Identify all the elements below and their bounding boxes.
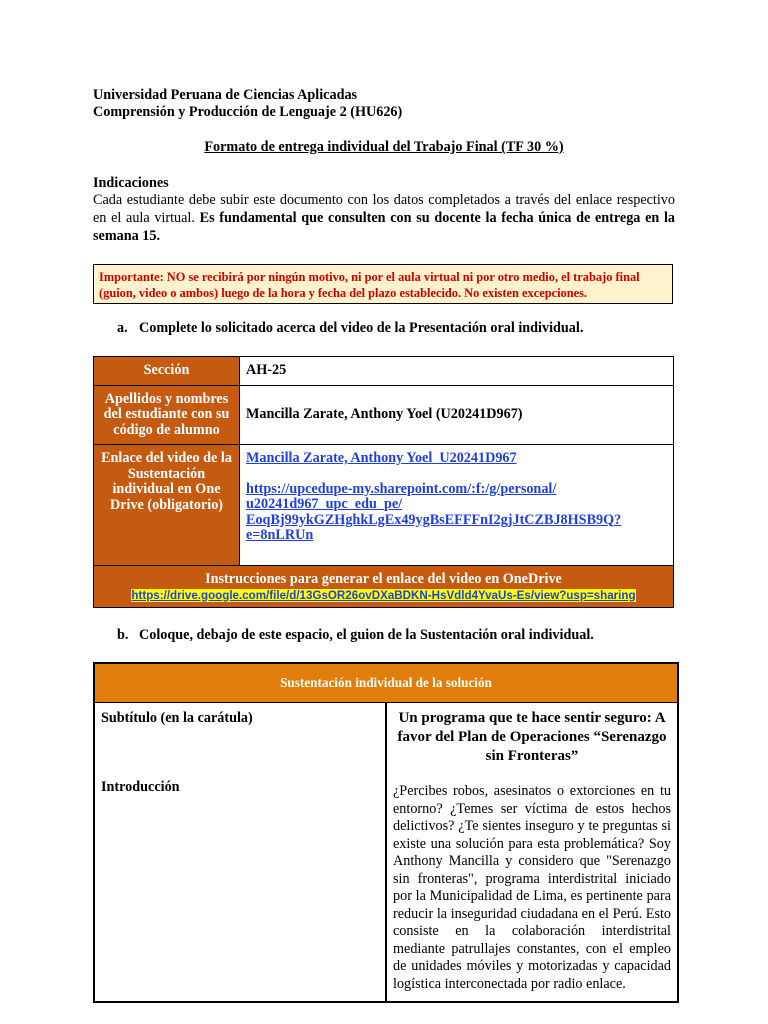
indications-line-2-normal: en el aula virtual. — [93, 210, 200, 226]
video-link-name[interactable]: Mancilla Zarate, Anthony Yoel_U20241D967 — [246, 450, 517, 466]
video-link-label: Enlace del video de la Sustentación individual en One Drive (obligatorio) — [94, 445, 240, 566]
student-label: Apellidos y nombres del estudiante con su código de alumno — [94, 386, 240, 445]
video-url-line-1[interactable]: https://upcedupe-my.sharepoint.com/:f:/g/personal/ — [246, 480, 557, 497]
indications-line-2-bold: Es fundamental que consulten con su docente la fecha única de entrega en la — [199, 210, 675, 226]
section-b-marker: b. — [117, 627, 129, 643]
indications-line-3: semana 15. — [93, 228, 160, 244]
table-row — [94, 566, 674, 608]
indications-line-2 — [93, 210, 675, 227]
table-row — [94, 357, 674, 386]
video-info-table — [93, 356, 674, 608]
section-a-text: Complete lo solicitado acerca del video de la Presentación oral individual. — [139, 320, 584, 336]
university-name: Universidad Peruana de Ciencias Aplicadas — [93, 87, 358, 103]
video-url-line-4[interactable]: e=8nLRUn — [246, 527, 314, 543]
section-value: AH-25 — [240, 357, 674, 386]
section-b-text: Coloque, debajo de este espacio, el guion de la Sustentación oral individual. — [139, 627, 594, 643]
warning-box — [93, 264, 673, 304]
script-content-cell — [386, 703, 678, 1003]
section-label: Sección — [94, 357, 240, 386]
section-a-marker: a. — [117, 320, 128, 336]
warning-line-1: Importante: NO se recibirá por ningún motivo, ni por el aula virtual ni por otro medio, el trabajo final — [99, 270, 640, 284]
video-link-cell — [240, 445, 674, 566]
table-row — [94, 445, 674, 566]
warning-line-2: (guion, video o ambos) luego de la hora y fecha del plazo establecido. No existen excepciones. — [99, 286, 588, 300]
instructions-link-wrap — [100, 588, 667, 604]
indications-line-1: Cada estudiante debe subir este documento con los datos completados a través del enlace respectivo — [93, 192, 675, 208]
script-labels-cell — [94, 703, 386, 1003]
instructions-title: Instrucciones para generar el enlace del video en OneDrive — [205, 571, 562, 587]
video-url-line-2[interactable]: u20241d967_upc_edu_pe/ — [246, 496, 403, 512]
instructions-link[interactable]: https://drive.google.com/file/d/13GsOR26ovDXaBDKN-HsVdld4YvaUs-Es/view?usp=sharing — [131, 588, 636, 602]
subtitle-text: Un programa que te hace sentir seguro: A favor del Plan de Operaciones “Serenazgo sin Fronteras” — [397, 710, 667, 764]
format-title: Formato de entrega individual del Trabajo Final (TF 30 %) — [204, 139, 564, 155]
table-row — [94, 386, 674, 445]
course-name: Comprensión y Producción de Lenguaje 2 (HU626) — [93, 104, 403, 120]
script-table — [93, 662, 679, 1003]
table-row — [94, 703, 678, 1003]
student-value: Mancilla Zarate, Anthony Yoel (U20241D967) — [240, 386, 674, 445]
subtitle-label: Subtítulo (en la carátula) — [101, 710, 253, 726]
introduction-text: ¿Percibes robos, asesinatos o extorciones en tu entorno? ¿Temes ser víctima de estos hechos delictivos? ¿Te sientes inseguro y te preguntas si existe una solución para esta problemática? Soy Anthony Mancilla y considero que "Serenazgo sin fronteras", programa interdistrital iniciado por la Municipalidad de Lima, es pertinente para reducir la inseguridad ciudadana en el Perú. Esto consiste en la colaboración interdistrital mediante patrullajes constantes, con el empleo de unidades móviles y motorizadas y capacidad logística interconectada por radio enlace. — [393, 783, 671, 992]
indications-heading: Indicaciones — [93, 175, 169, 191]
table-row — [94, 663, 678, 703]
script-table-heading: Sustentación individual de la solución — [94, 663, 678, 703]
introduction-label: Introducción — [101, 778, 180, 795]
video-url-line-3[interactable]: EoqBj99ykGZHghkLgEx49ygBsEFFFnI2gjJtCZBJ8HSB9Q? — [246, 511, 622, 528]
instructions-cell — [94, 566, 674, 608]
